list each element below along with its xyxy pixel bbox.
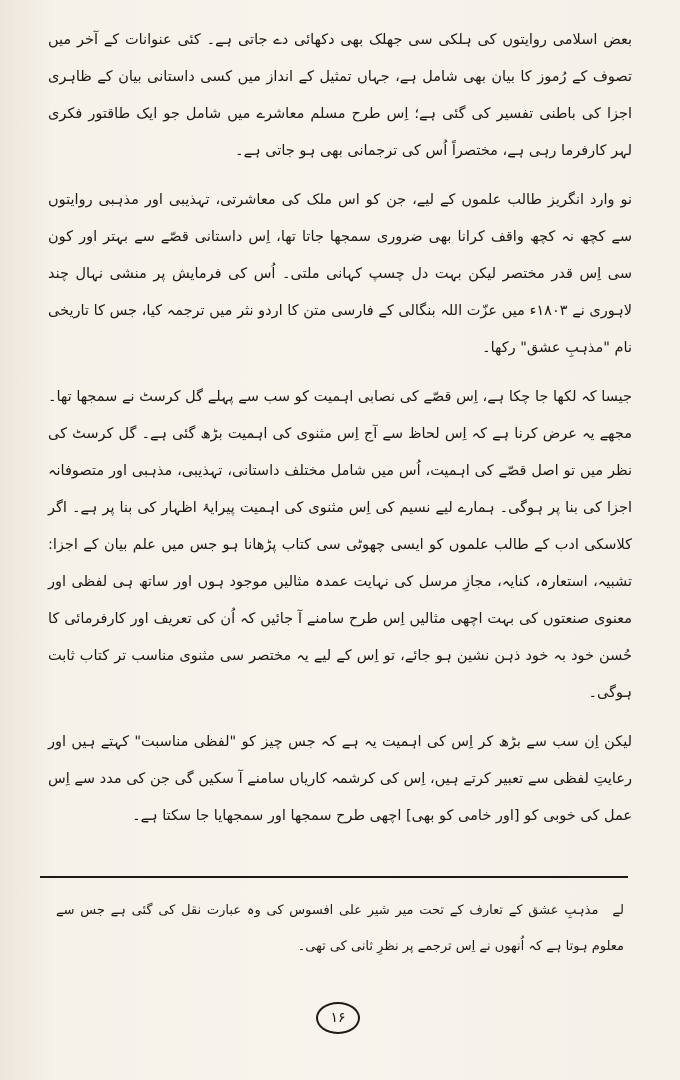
footnote-text: مذہبِ عشق کے تعارف کے تحت میر شیر علی افسوس کی وہ عبارت نقل کی گئی ہے جس سے معلوم ہوتا ہے کہ اُنھوں نے اِس ترجمے پر نظرِ ثانی کی تھی۔	[56, 903, 624, 954]
paragraph-4: لیکن اِن سب سے بڑھ کر اِس کی اہمیت یہ ہے کہ جس چیز کو "لفظی مناسبت" کہتے ہیں اور رعایتِ لفظی سے تعبیر کرتے ہیں، اِس کی کرشمہ کاریاں سامنے آ سکیں گی جن کی مدد سے اِس عمل کی خوبی کو [اور خامی کو بھی] اچھی طرح سمجھا اور سمجھایا جا سکتا ہے۔	[48, 734, 632, 824]
footnote-marker: لے	[612, 903, 624, 918]
footnote	[56, 893, 624, 965]
page-number: ۱۶	[316, 1002, 360, 1034]
paragraph-2: نو وارد انگریز طالب علموں کے لیے، جن کو اس ملک کی معاشرتی، تہذیبی اور مذہبی روایتوں سے کچھ نہ کچھ واقف کرانا بھی ضروری سمجھا جاتا تھا، اِس داستانی قصّے سے بہتر اور کون سی اِس قدر مختصر لیکن بہت دل چسپ کہانی ملتی۔ اُس کی فرمایش پر منشی نہال چند لاہوری نے ۱۸۰۳ء میں عزّت اللہ بنگالی کے فارسی متن کا اردو نثر میں ترجمہ کیا، جس کا تاریخی نام "مذہبِ عشق" رکھا۔	[48, 192, 632, 356]
paragraph-1: بعض اسلامی روایتوں کی ہلکی سی جھلک بھی دکھائی دے جاتی ہے۔ کئی عنوانات کے آخر میں تصوف کے رُموز کا بیان بھی شامل ہے، جہاں تمثیل کے انداز میں کسی داستانی بیان کے ظاہری اجزا کی باطنی تفسیر کی گئی ہے؛ اِس طرح مسلم معاشرے میں شامل جو ایک طاقتور فکری لہر کارفرما رہی ہے، مختصراً اُس کی ترجمانی بھی ہو جاتی ہے۔	[48, 32, 632, 159]
footnote-divider	[40, 876, 628, 878]
main-text	[48, 22, 632, 847]
paragraph-3: جیسا کہ لکھا جا چکا ہے، اِس قصّے کی نصابی اہمیت کو سب سے پہلے گل کرسٹ نے سمجھا تھا۔ مجھے یہ عرض کرنا ہے کہ اِس لحاظ سے آج اِس مثنوی کی اہمیت بڑھ گئی ہے۔ گل کرسٹ کی نظر میں تو اصل قصّے کی اہمیت، اُس میں شامل مختلف داستانی، تہذیبی، مذہبی اور متصوفانہ اجزا کی بنا پر ہوگی۔ ہمارے لیے نسیم کی اِس مثنوی کی اہمیت پیرایۂ اظہار کی بنا پر ہے۔ اگر کلاسکی ادب کے طالب علموں کو ایسی چھوٹی سی کتاب پڑھانا ہو جس میں علم بیان کے اجزا: تشبیہ، استعارہ، کنایہ، مجازِ مرسل کی نہایت عمدہ مثالیں موجود ہوں اور ساتھ ہی لفظی اور معنوی صنعتوں کی بہت اچھی مثالیں اِس طرح سامنے آ جائیں کہ اُن کی تعریف اور کارفرمائی کا حُسن خود بہ خود ذہن نشین ہو جائے، تو اِس کے لیے یہ مختصر سی مثنوی مناسب تر کتاب ثابت ہوگی۔	[48, 389, 632, 701]
